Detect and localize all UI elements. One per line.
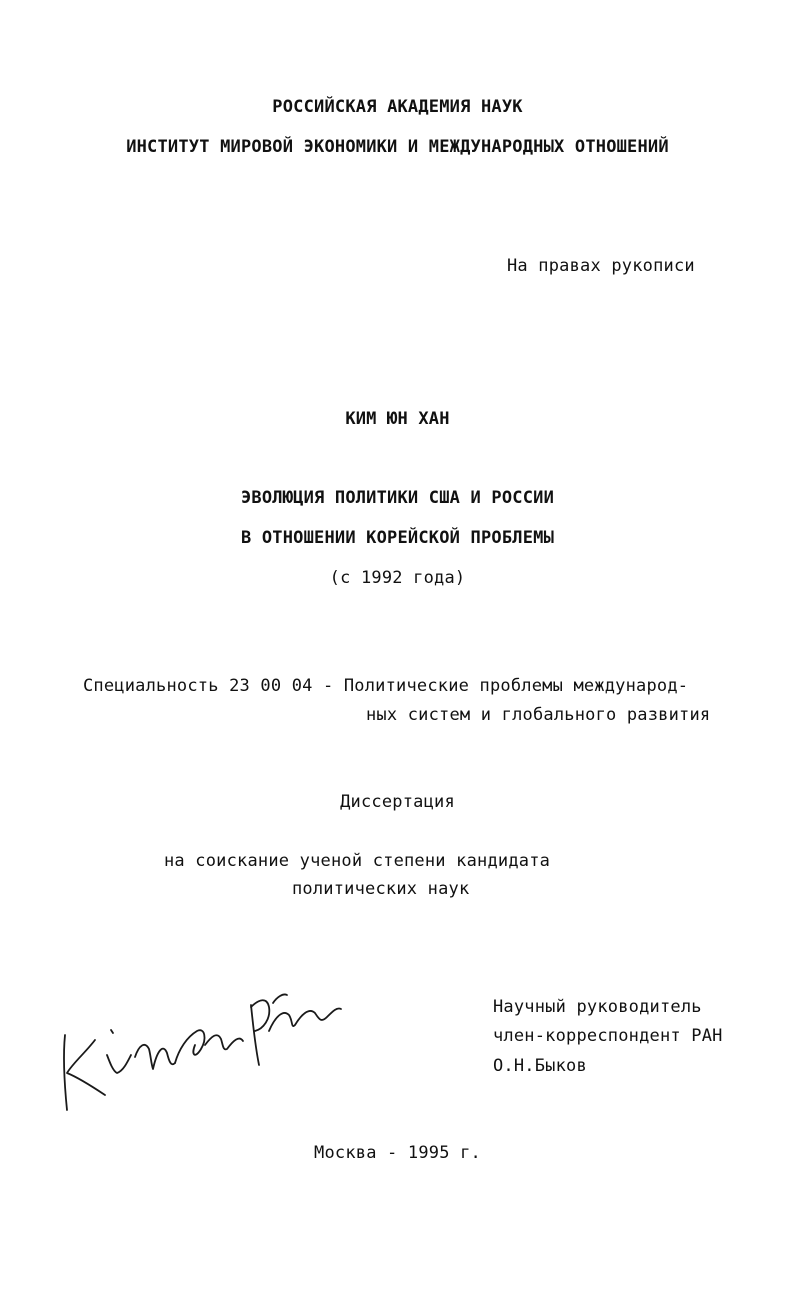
title-line-2: В ОТНОШЕНИИ КОРЕЙСКОЙ ПРОБЛЕМЫ bbox=[240, 528, 555, 548]
manuscript-note: На правах рукописи bbox=[507, 256, 695, 276]
institute-name: ИНСТИТУТ МИРОВОЙ ЭКОНОМИКИ И МЕЖДУНАРОДНЫХ ОТНОШЕНИЙ bbox=[126, 137, 669, 157]
title-line-1: ЭВОЛЮЦИЯ ПОЛИТИКИ США И РОССИИ bbox=[240, 488, 555, 508]
degree-line-2: политических наук bbox=[292, 879, 470, 899]
title-line-3: (с 1992 года) bbox=[329, 568, 466, 588]
advisor-role: Научный руководитель bbox=[493, 997, 702, 1017]
advisor-rank: член-корреспондент РАН bbox=[493, 1026, 723, 1046]
specialty-line-2: ных систем и глобального развития bbox=[366, 705, 711, 725]
handwritten-signature bbox=[55, 945, 345, 1125]
advisor-name: О.Н.Быков bbox=[493, 1056, 587, 1076]
document-type: Диссертация bbox=[340, 792, 455, 812]
place-and-year: Москва - 1995 г. bbox=[314, 1143, 481, 1163]
author-name: КИМ ЮН ХАН bbox=[345, 409, 450, 429]
degree-line-1: на соискание ученой степени кандидата bbox=[164, 851, 551, 871]
academy-name: РОССИЙСКАЯ АКАДЕМИЯ НАУК bbox=[272, 97, 523, 117]
specialty-line-1: Специальность 23 00 04 - Политические проблемы международ- bbox=[83, 676, 689, 696]
